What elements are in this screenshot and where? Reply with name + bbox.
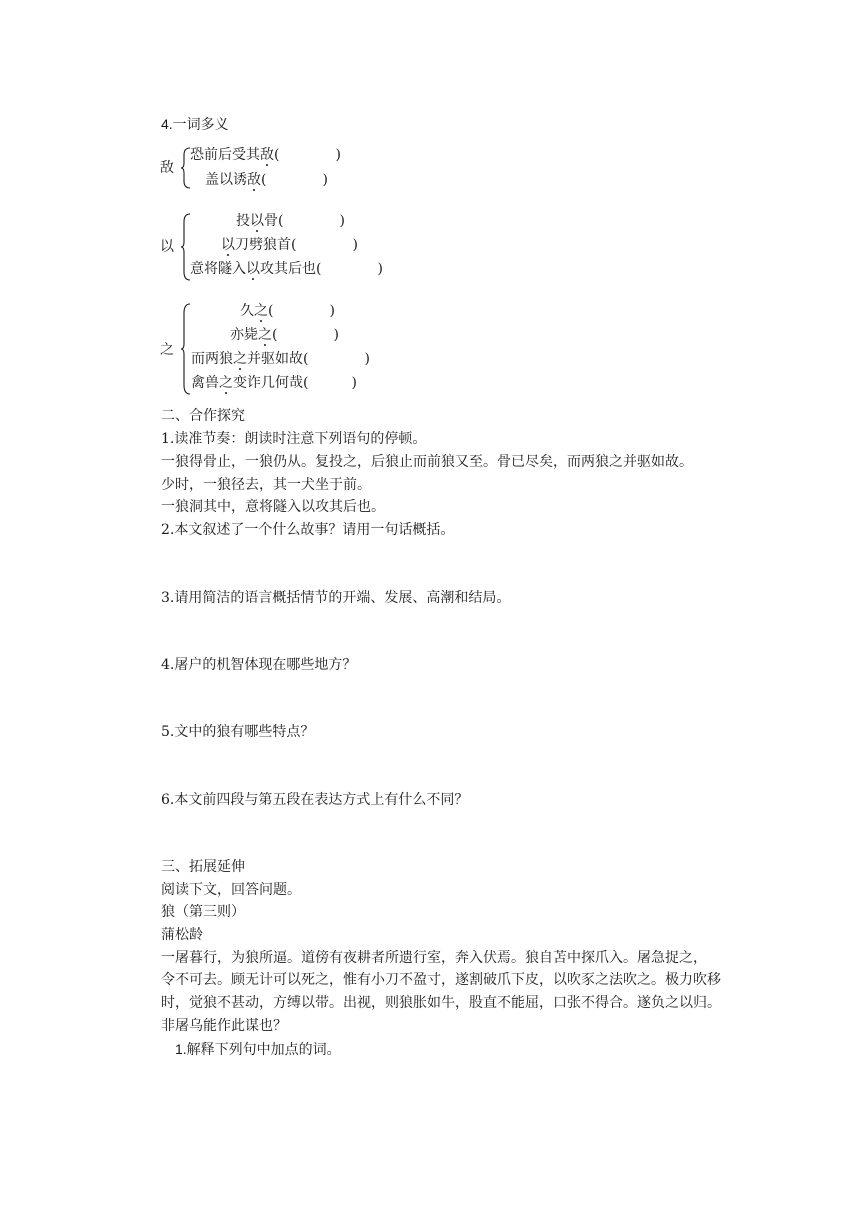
- di-item-1: 恐前后受其敌( ): [190, 147, 341, 163]
- reading-instruction: 阅读下文，回答问题。: [161, 882, 301, 898]
- question-2: 2.本文叙述了一个什么故事？请用一句话概括。: [161, 522, 455, 538]
- rhythm-line-1: 一狼得骨止，一狼仍从。复投之，后狼止而前狼又至。骨已尽矣，而两狼之并驱如故。: [161, 454, 693, 470]
- polysemy-heading: 4.一词多义: [161, 116, 229, 132]
- question-6: 6.本文前四段与第五段在表达方式上有什么不同？: [161, 792, 469, 808]
- zhi-head: 之: [160, 342, 174, 358]
- question-4: 4.屠户的机智体现在哪些地方？: [161, 657, 357, 673]
- question-3: 3.请用简洁的语言概括情节的开端、发展、高潮和结局。: [161, 590, 511, 606]
- zhi-item-3: 而两狼之并驱如故( ): [191, 351, 370, 367]
- section3-heading: 三、拓展延伸: [161, 859, 245, 875]
- yi-item-2: 以刀劈狼首( ): [221, 237, 358, 253]
- passage-line-2: 令不可去。顾无计可以死之，惟有小刀不盈寸，遂割破爪下皮，以吹豕之法吹之。极力吹移: [161, 972, 721, 988]
- passage-line-3: 时，觉狼不甚动，方缚以带。出视，则狼胀如牛，股直不能屈，口张不得合。遂负之以归。: [161, 995, 721, 1011]
- yi-item-1: 投以骨( ): [236, 213, 345, 229]
- rhythm-line-2: 少时，一狼径去，其一犬坐于前。: [161, 477, 371, 493]
- question-5: 5.文中的狼有哪些特点？: [161, 724, 315, 740]
- zhi-item-1: 久之( ): [240, 303, 335, 319]
- di-head: 敌: [160, 160, 174, 176]
- passage-line-4: 非屠乌能作此谋也？: [161, 1018, 287, 1034]
- passage-title: 狼（第三则）: [161, 904, 245, 920]
- yi-head: 以: [160, 239, 174, 255]
- passage-author: 蒲松龄: [161, 927, 203, 943]
- question-1: 1.读准节奏：朗读时注意下列语句的停顿。: [161, 431, 427, 447]
- di-item-2: 盖以诱敌( ): [205, 172, 328, 188]
- zhi-item-2: 亦毙之( ): [230, 327, 339, 343]
- section2-heading: 二、合作探究: [161, 408, 245, 424]
- zhi-item-4: 禽兽之变诈几何哉( ): [191, 375, 357, 391]
- rhythm-line-3: 一狼洞其中，意将隧入以攻其后也。: [161, 499, 385, 515]
- passage-line-1: 一屠暮行，为狼所逼。道傍有夜耕者所遗行室，奔入伏焉。狼自苫中探爪入。屠急捉之，: [161, 950, 707, 966]
- explore-question-1: 1.解释下列句中加点的词。: [175, 1041, 341, 1057]
- yi-item-3: 意将隧入以攻其后也( ): [190, 261, 383, 277]
